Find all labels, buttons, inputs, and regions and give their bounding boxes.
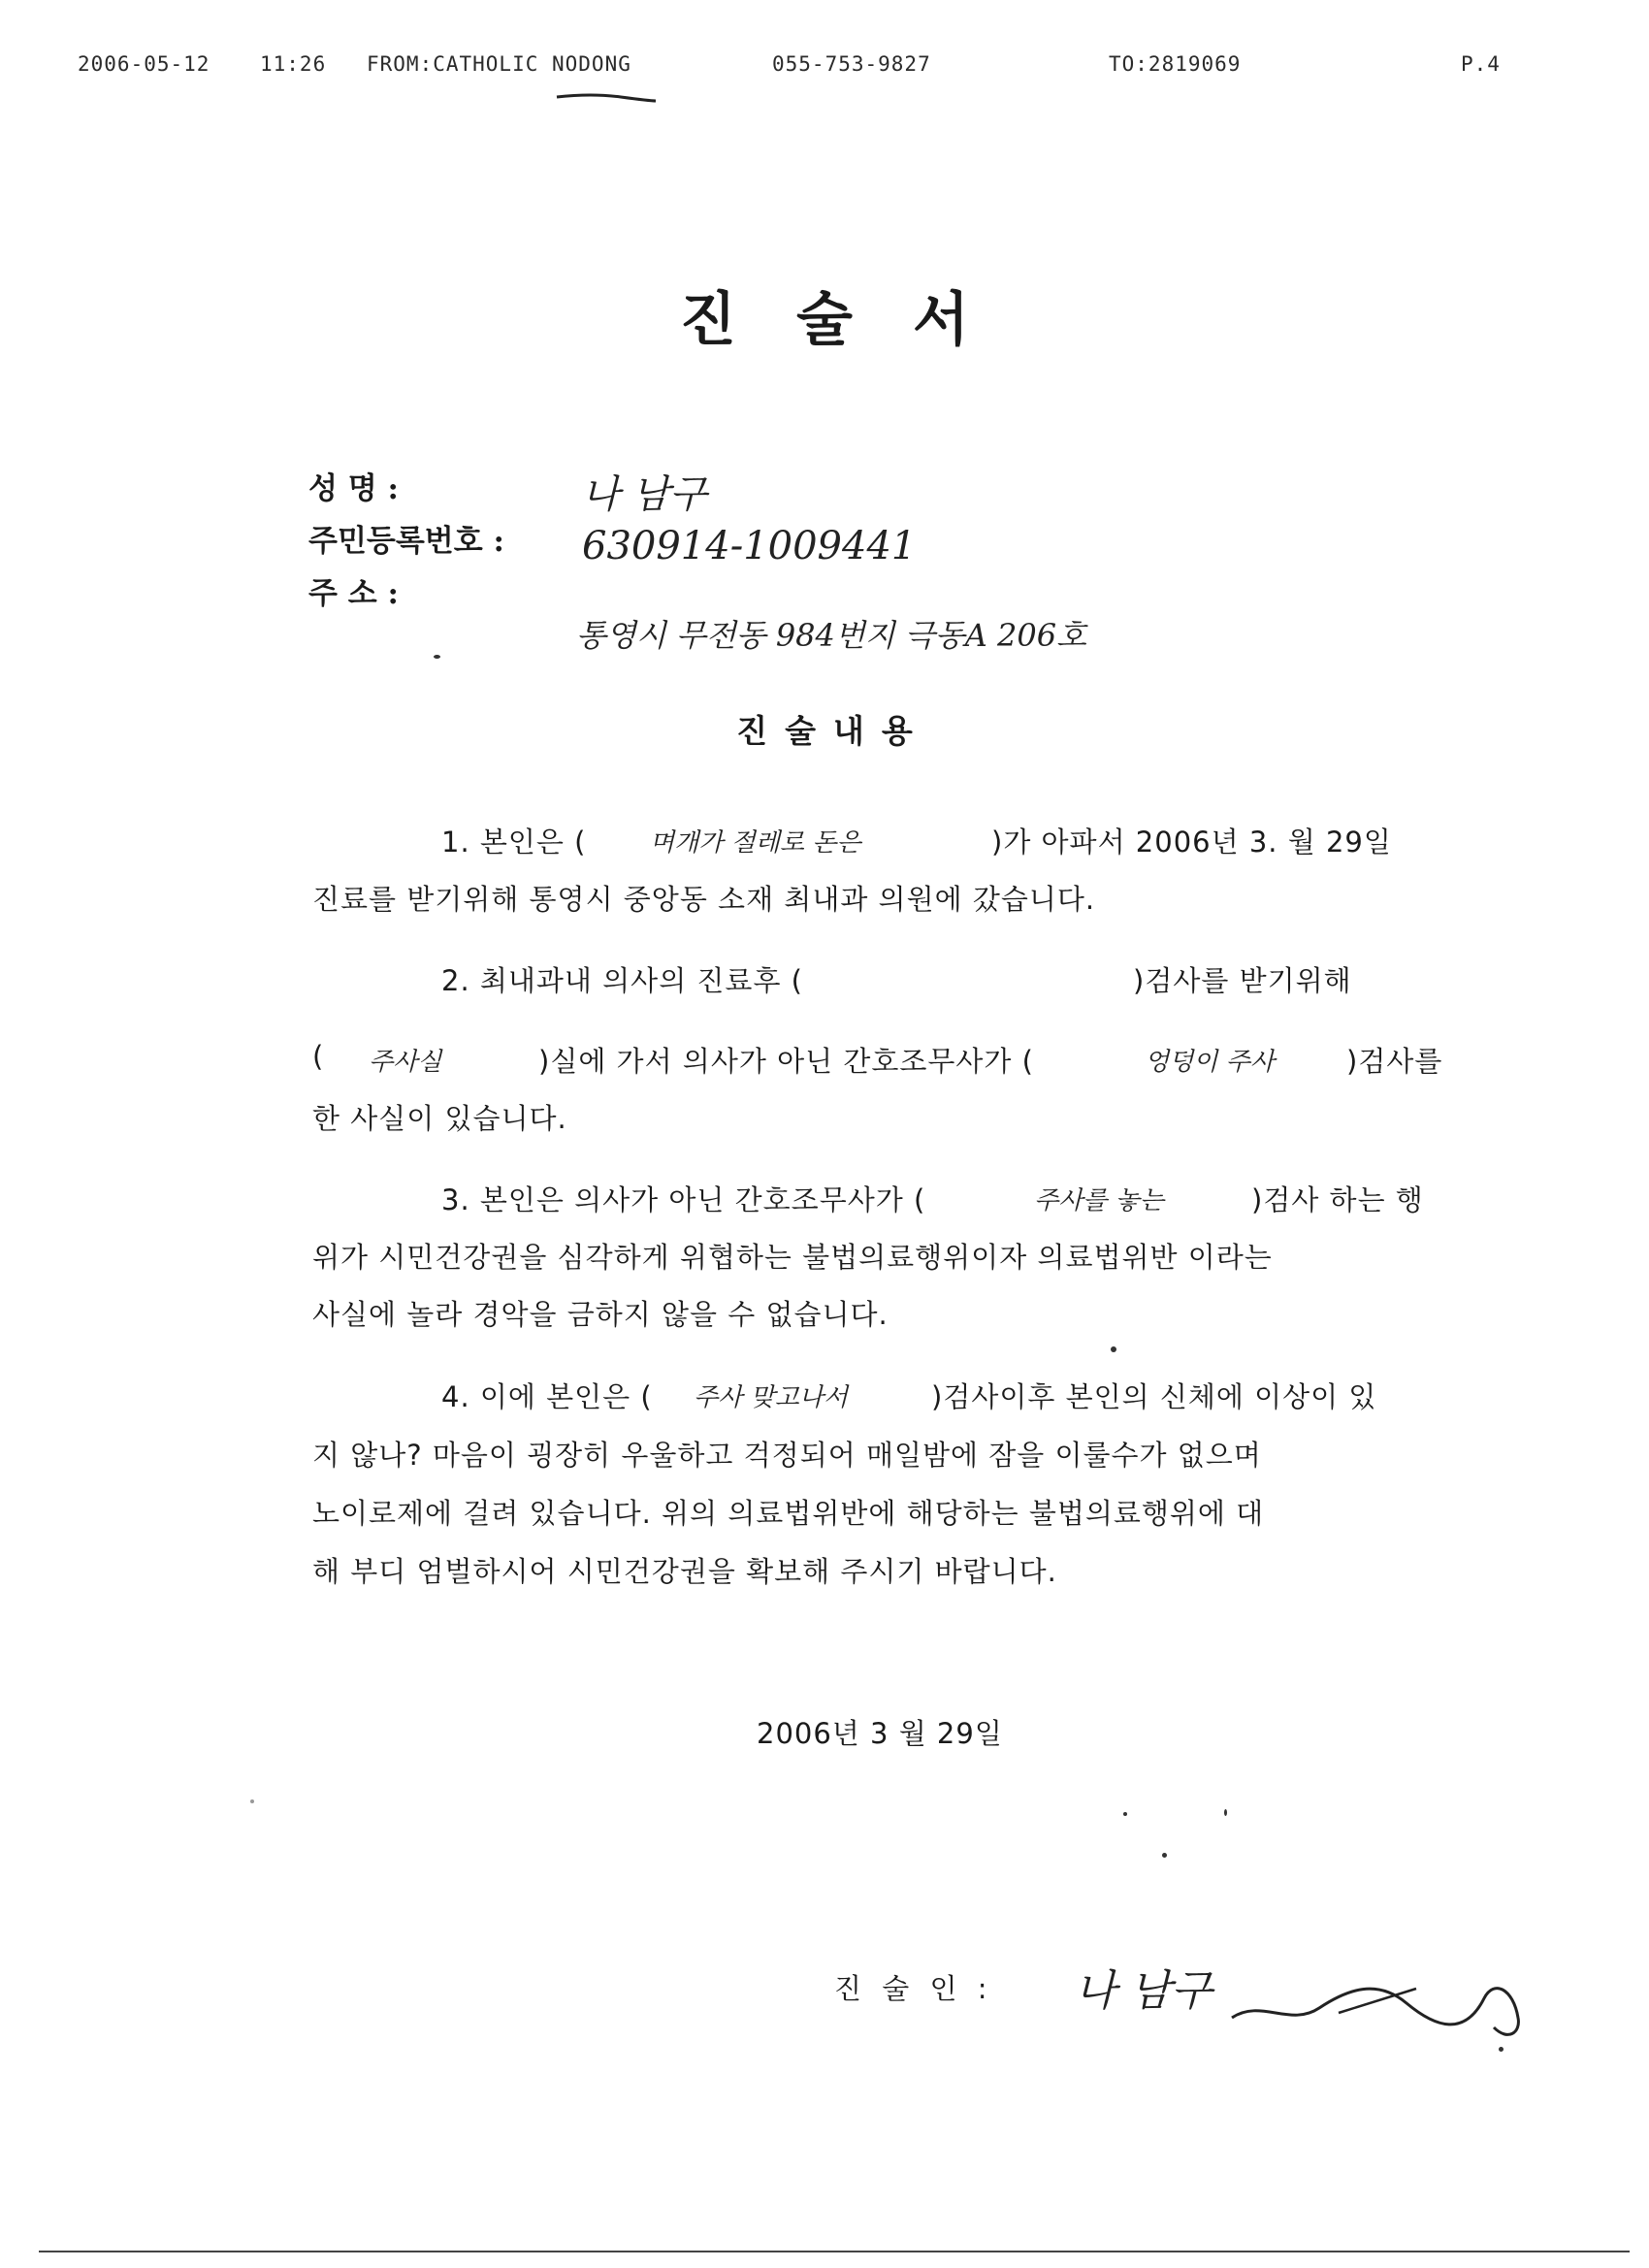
p1-handwritten-fill: 며개가 절레로 돈은 <box>650 828 861 858</box>
scan-speck <box>1224 1809 1227 1816</box>
p4-line4: 해 부디 엄벌하시어 시민건강권을 확보해 주시기 바랍니다. <box>312 1555 1057 1588</box>
signer-signature: 나 남구 <box>1075 1966 1212 2016</box>
statement-section-title: 진술내용 <box>736 712 930 750</box>
fax-from: FROM:CATHOLIC NODONG <box>367 52 631 76</box>
fax-time: 11:26 <box>260 52 327 76</box>
id-number-value: 630914-1009441 <box>582 524 917 568</box>
p4-text-start: 4. 이에 본인은 ( <box>441 1380 653 1413</box>
p2-line3: 한 사실이 있습니다. <box>312 1102 567 1135</box>
p4-text-end: )검사이후 본인의 신체에 이상이 있 <box>931 1380 1377 1413</box>
name-value: 나 남구 <box>582 472 707 517</box>
page-bottom-edge <box>39 2251 1630 2252</box>
fax-phone: 055-753-9827 <box>772 52 931 76</box>
p3-line2: 위가 시민건강권을 심각하게 위협하는 불법의료행위이자 의료법위반 이라는 <box>312 1241 1273 1274</box>
statement-date: 2006년 3 월 29일 <box>757 1717 1003 1750</box>
p2-text-start: 2. 최내과내 의사의 진료후 ( <box>441 964 803 997</box>
signature-scribble <box>1222 1960 1533 2047</box>
p2-line2-open: ( <box>312 1040 325 1073</box>
p2-line2-end: )검사를 <box>1346 1045 1443 1078</box>
p4-line3: 노이로제에 걸려 있습니다. 위의 의료법위반에 해당하는 불법의료행위에 대 <box>312 1497 1265 1530</box>
p4-handwritten-fill: 주사 맞고나서 <box>694 1383 848 1412</box>
handwritten-underline <box>553 89 660 107</box>
fax-to: TO:2819069 <box>1109 52 1242 76</box>
fax-date: 2006-05-12 <box>78 52 210 76</box>
p1-text-start: 1. 본인은 ( <box>441 826 587 859</box>
p2-text-end: )검사를 받기위해 <box>1133 964 1352 997</box>
scan-speck <box>250 1799 254 1803</box>
p1-text-end: )가 아파서 2006년 3. 월 29일 <box>991 826 1392 859</box>
p3-text-start: 3. 본인은 의사가 아닌 간호조무사가 ( <box>441 1183 926 1216</box>
p4-line2: 지 않나? 마음이 굉장히 우울하고 걱정되어 매일밤에 잠을 이룰수가 없으며 <box>312 1439 1262 1472</box>
address-value: 통영시 무전동 984번지 극동A 206호 <box>576 617 1086 654</box>
document-title: 진술서 <box>680 286 1029 354</box>
scan-speck <box>1111 1346 1116 1352</box>
scan-speck <box>1123 1812 1127 1816</box>
name-label: 성 명 : <box>308 471 399 506</box>
scan-speck <box>1499 2047 1504 2052</box>
id-number-label: 주민등록번호 : <box>308 524 504 559</box>
scan-speck <box>1162 1853 1167 1858</box>
p3-line3: 사실에 놀라 경악을 금하지 않을 수 없습니다. <box>312 1298 889 1331</box>
p2-handwritten-fill-1: 주사실 <box>369 1048 442 1077</box>
p3-text-end: )검사 하는 행 <box>1251 1183 1424 1216</box>
signer-label: 진 술 인 : <box>834 1972 993 2005</box>
p1-line2: 진료를 받기위해 통영시 중앙동 소재 최내과 의원에 갔습니다. <box>312 883 1096 916</box>
p2-handwritten-fill-2: 엉덩이 주사 <box>1145 1048 1275 1077</box>
fax-page: P.4 <box>1461 52 1501 76</box>
address-label: 주 소 : <box>308 576 399 611</box>
p2-line2-mid: )실에 가서 의사가 아닌 간호조무사가 ( <box>538 1045 1034 1078</box>
p3-handwritten-fill: 주사를 놓는 <box>1034 1186 1164 1215</box>
scan-speck <box>434 655 440 659</box>
